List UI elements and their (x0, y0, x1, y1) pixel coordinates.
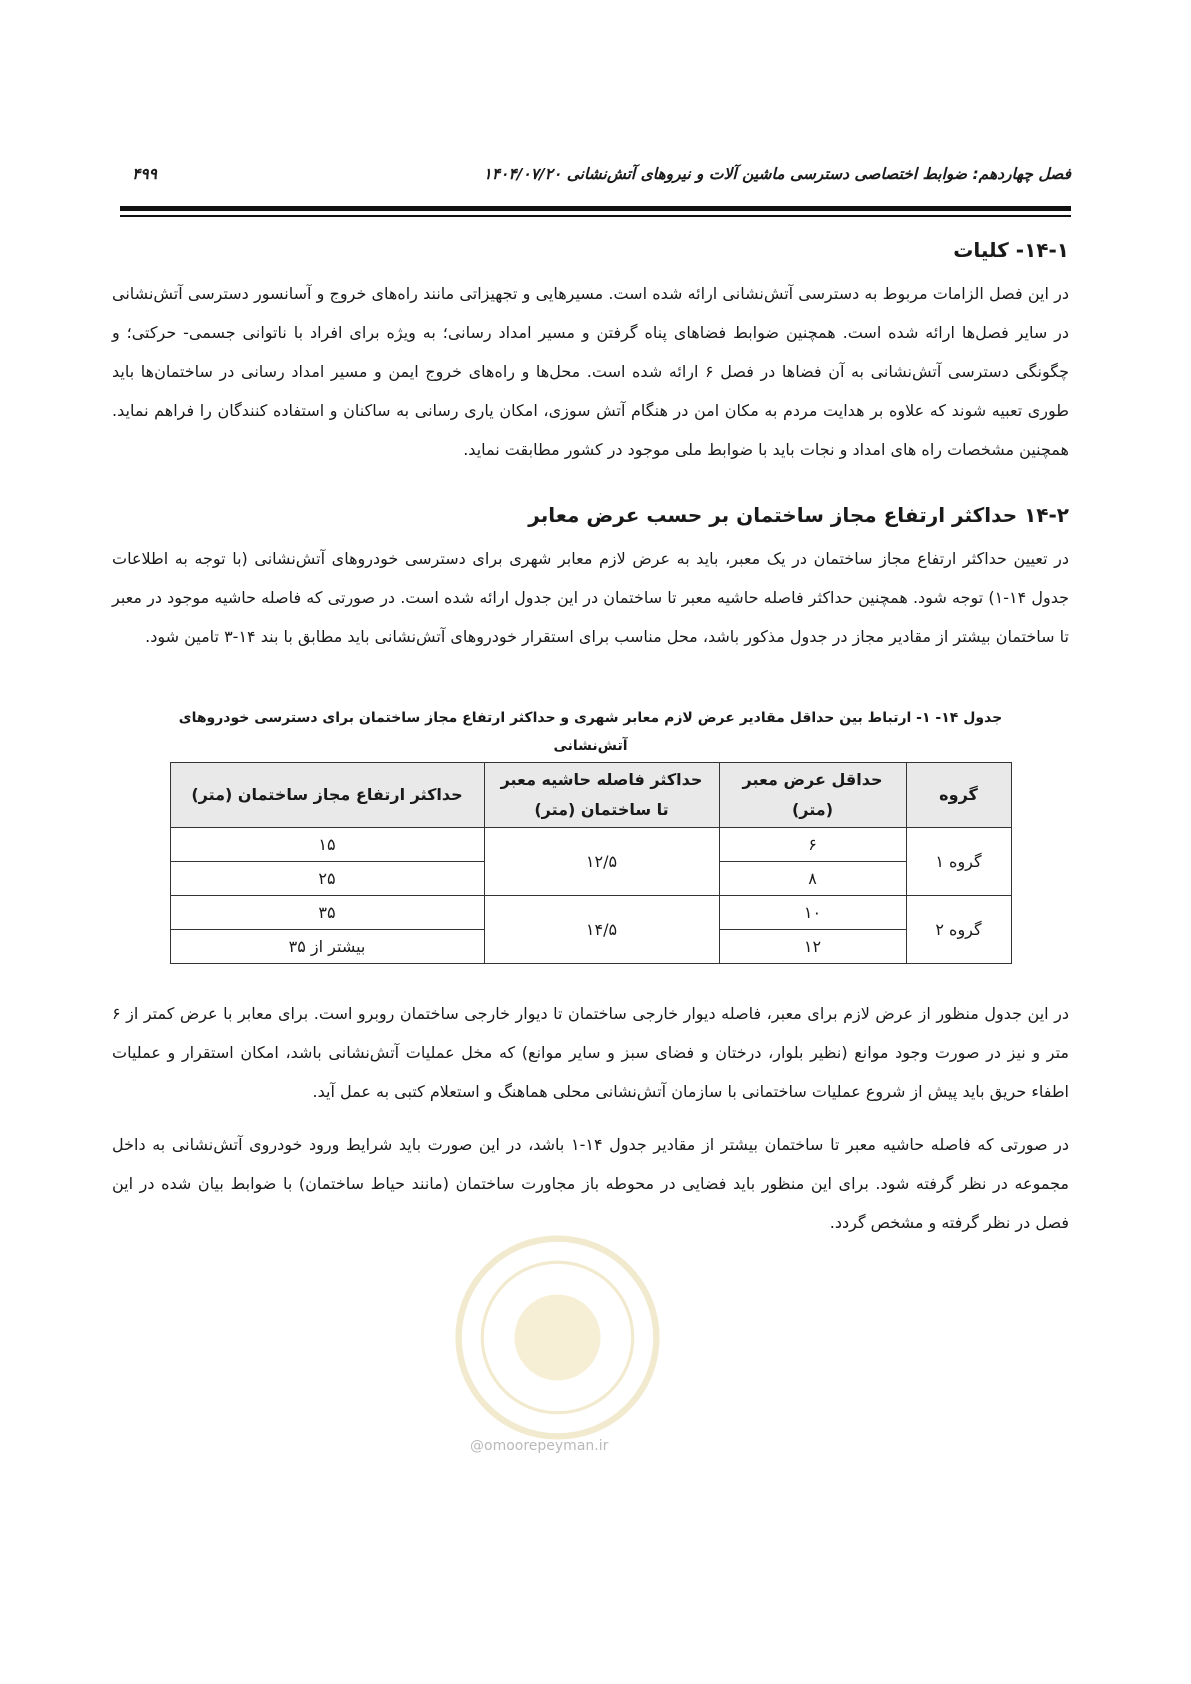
header-rule-thin (120, 215, 1071, 217)
table-header-row (170, 763, 1011, 828)
cell-max-height: ۲۵ (170, 862, 484, 896)
cell-max-distance: ۱۲/۵ (484, 828, 719, 896)
header-max-height: حداکثر ارتفاع مجاز ساختمان (متر) (170, 763, 484, 828)
section-paragraph-general: در این فصل الزامات مربوط به دسترسی آتش‌نشانی ارائه شده است. مسیرهایی و تجهیزاتی مانند راه‌های خروج و آسانسور دسترسی آتش‌نشانی در سایر فصل‌ها ارائه شده است. همچنین ضوابط فضاهای پناه گرفتن و مسیر امداد رسانی؛ به ویژه برای افراد با ناتوانی جسمی- حرکتی؛ و چگونگی دسترسی آتش‌نشانی به آن فضاها در فصل ۶ ارائه شده است. محل‌ها و راه‌های خروج ایمن و مسیر امداد رسانی در ساختمان‌ها باید طوری تعبیه شوند که علاوه بر هدایت مردم به مکان امن در هنگام آتش سوزی، امکان یاری رسانی به ساکنان و استفاده کنندگان را فراهم نماید. همچنین مشخصات راه های امداد و نجات باید با ضوابط ملی موجود در کشور مطابقت نماید. (112, 284, 1069, 459)
table-row (170, 828, 1011, 862)
section-heading-max-height: ۱۴-۲ حداکثر ارتفاع مجاز ساختمان بر حسب عرض معابر (528, 503, 1069, 527)
section-paragraph-max-height: در تعیین حداکثر ارتفاع مجاز ساختمان در یک معبر، باید به عرض لازم معابر شهری برای دسترسی خودروهای آتش‌نشانی (با توجه به اطلاعات جدول ۱۴-۱) توجه شود. همچنین حداکثر فاصله حاشیه معبر تا ساختمان در این جدول ارائه شده است. در صورتی که فاصله حاشیه موجود در معبر تا ساختمان بیشتر از مقادیر مجاز در جدول مذکور باشد، محل مناسب برای استقرار خودروهای آتش‌نشانی باید مطابق با بند ۱۴-۳ تامین شود. (112, 549, 1069, 646)
header-rule-thick (120, 206, 1071, 211)
cell-group: گروه ۱ (906, 828, 1011, 896)
cell-min-width: ۶ (719, 828, 906, 862)
page-number: ۴۹۹ (132, 165, 157, 183)
cell-max-height: ۳۵ (170, 896, 484, 930)
header-group: گروه (906, 763, 1011, 828)
page-header (120, 165, 1071, 195)
width-height-table (170, 762, 1012, 964)
cell-max-distance: ۱۴/۵ (484, 896, 719, 964)
publisher-seal-watermark (450, 1230, 665, 1445)
section-heading-general: ۱۴-۱- کلیات (953, 238, 1069, 262)
cell-min-width: ۸ (719, 862, 906, 896)
after-table-paragraph: در صورتی که فاصله حاشیه معبر تا ساختمان بیشتر از مقادیر جدول ۱۴-۱ باشد، در این صورت باید شرایط ورود خودروی آتش‌نشانی به داخل مجموعه در نظر گرفته شود. برای این منظور باید فضایی در محوطه باز مجاورت ساختمان (مانند حیاط ساختمان) با ضوابط بیان شده در این فصل در نظر گرفته و مشخص گردد. (112, 1135, 1070, 1232)
cell-max-height: ۱۵ (170, 828, 484, 862)
chapter-title: فصل چهاردهم: ضوابط اختصاصی دسترسی ماشین آلات و نیروهای آتش‌نشانی ۱۴۰۴/۰۷/۲۰ (483, 165, 1071, 183)
cell-max-height: بیشتر از ۳۵ (170, 930, 484, 964)
header-min-width: حداقل عرض معبر (متر) (719, 763, 906, 828)
cell-group: گروه ۲ (906, 896, 1011, 964)
cell-min-width: ۱۰ (719, 896, 906, 930)
document-body (112, 238, 1069, 1242)
after-table-paragraph: در این جدول منظور از عرض لازم برای معبر، فاصله دیوار خارجی ساختمان تا دیوار خارجی ساختمان روبرو است. برای معابر با عرض کمتر از ۶ متر و نیز در صورت وجود موانع (نظیر بلوار، درختان و فضای سبز و سایر موانع) که مخل عملیات آتش‌نشانی باشد، امکان استقرار و عملیات اطفاء حریق باید پیش از شروع عملیات ساختمانی با سازمان آتش‌نشانی محلی هماهنگ و استعلام کتبی به عمل آید. (112, 1004, 1069, 1101)
table-row (170, 896, 1011, 930)
cell-min-width: ۱۲ (719, 930, 906, 964)
table-caption: جدول ۱۴- ۱- ارتباط بین حداقل مقادیر عرض لازم معابر شهری و حداکثر ارتفاع مجاز ساختمان برای دسترسی خودروهای آتش‌نشانی (178, 710, 1003, 754)
header-max-distance: حداکثر فاصله حاشیه معبر تا ساختمان (متر) (484, 763, 719, 828)
watermark-url: @omoorepeyman.ir (470, 1438, 609, 1454)
